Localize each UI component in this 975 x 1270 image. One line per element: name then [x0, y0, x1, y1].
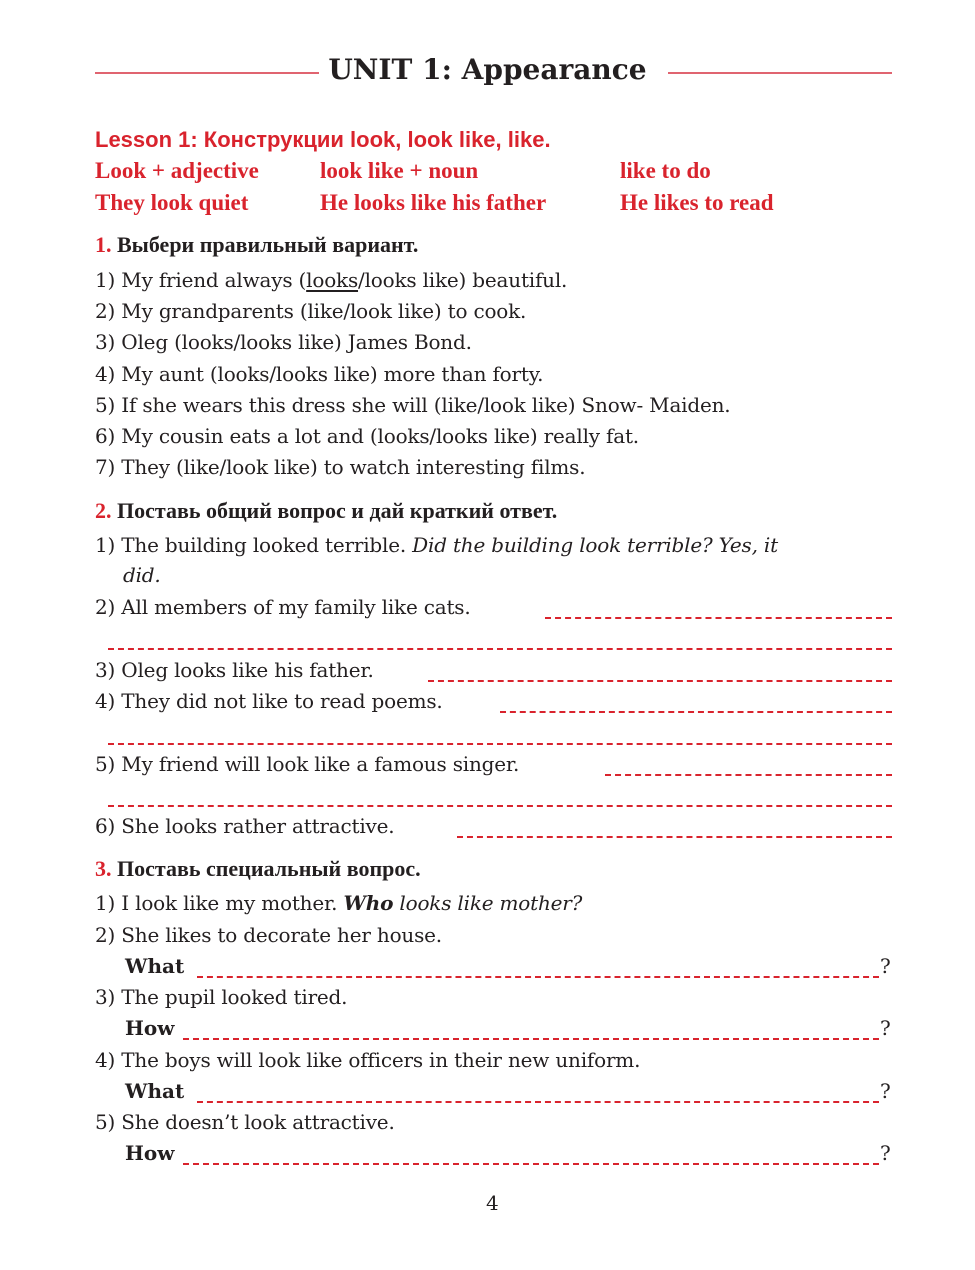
- exercise-3-example: [95, 889, 582, 917]
- answer-input-line[interactable]: [605, 774, 892, 776]
- exercise-3-instruction: Поставь специальный вопрос.: [117, 856, 421, 881]
- exercise-1-item: 7) They (like/look like) to watch interesting films.: [95, 455, 586, 479]
- exercise-1-item: 6) My cousin eats a lot and (looks/looks like) really fat.: [95, 424, 639, 448]
- exercise-1-item: [95, 266, 567, 294]
- example-answer-continued: [123, 561, 161, 589]
- question-mark: ?: [880, 954, 891, 978]
- page-number: 4: [486, 1191, 499, 1215]
- exercise-1-heading: [95, 231, 418, 259]
- item-text: /looks like) beautiful.: [358, 268, 568, 292]
- question-word: What: [125, 1079, 185, 1103]
- lesson-title: Lesson 1: Конструкции look, look like, like.: [95, 127, 551, 152]
- answer-input-line[interactable]: [197, 976, 879, 978]
- answer-input-line[interactable]: [197, 1101, 879, 1103]
- answer-input-line[interactable]: [457, 836, 892, 838]
- pattern-example-3: He likes to read: [620, 190, 774, 215]
- example-sentence: 1) The building looked terrible.: [95, 533, 406, 557]
- exercise-3-item: 4) The boys will look like officers in their new uniform.: [95, 1048, 641, 1072]
- exercise-2-instruction: Поставь общий вопрос и дай краткий ответ.: [117, 498, 558, 523]
- question-mark: ?: [880, 1141, 891, 1165]
- exercise-2-item: 6) She looks rather attractive.: [95, 814, 395, 838]
- pattern-rule-1: Look + adjective: [95, 158, 259, 183]
- question-word: How: [125, 1141, 175, 1165]
- question-word: How: [125, 1016, 175, 1040]
- exercise-3-item: 2) She likes to decorate her house.: [95, 923, 442, 947]
- exercise-1-item: 5) If she wears this dress she will (like/look like) Snow- Maiden.: [95, 393, 731, 417]
- question-mark: ?: [880, 1079, 891, 1103]
- exercise-1-number: 1.: [95, 232, 112, 257]
- pattern-rule-3: like to do: [620, 158, 711, 183]
- example-answer: Did the building look terrible? Yes, it: [412, 533, 778, 557]
- question-word: What: [125, 954, 185, 978]
- exercise-2-heading: [95, 497, 557, 525]
- exercise-2-example: [95, 531, 778, 559]
- exercise-2-item: 5) My friend will look like a famous singer.: [95, 752, 520, 776]
- answer-input-line[interactable]: [108, 743, 892, 745]
- pattern-example-1: They look quiet: [95, 190, 249, 215]
- example-answer-end: did.: [123, 563, 161, 587]
- exercise-1-item: 3) Oleg (looks/looks like) James Bond.: [95, 330, 472, 354]
- unit-title: UNIT 1: Appearance: [328, 53, 647, 86]
- example-answer: looks like mother?: [399, 891, 583, 915]
- pattern-rule-2: look like + noun: [320, 158, 479, 183]
- example-sentence: 1) I look like my mother.: [95, 891, 338, 915]
- selected-answer: looks: [306, 268, 359, 292]
- answer-input-line[interactable]: [545, 617, 892, 619]
- answer-input-line[interactable]: [108, 805, 892, 807]
- exercise-2-item: 4) They did not like to read poems.: [95, 689, 443, 713]
- pattern-example-2: He looks like his father: [320, 190, 547, 215]
- answer-input-line[interactable]: [500, 711, 892, 713]
- answer-input-line[interactable]: [183, 1163, 879, 1165]
- answer-input-line[interactable]: [108, 648, 892, 650]
- exercise-1-instruction: Выбери правильный вариант.: [117, 232, 419, 257]
- answer-input-line[interactable]: [183, 1038, 879, 1040]
- exercise-3-item: 3) The pupil looked tired.: [95, 985, 348, 1009]
- exercise-2-number: 2.: [95, 498, 112, 523]
- example-question-word: Who: [343, 891, 394, 915]
- exercise-3-number: 3.: [95, 856, 112, 881]
- exercise-3-item: 5) She doesn’t look attractive.: [95, 1110, 395, 1134]
- exercise-1-item: 4) My aunt (looks/looks like) more than forty.: [95, 362, 544, 386]
- exercise-3-heading: [95, 855, 421, 883]
- exercise-2-item: 3) Oleg looks like his father.: [95, 658, 374, 682]
- exercise-2-item: 2) All members of my family like cats.: [95, 595, 471, 619]
- exercise-1-item: 2) My grandparents (like/look like) to cook.: [95, 299, 527, 323]
- item-text: 1) My friend always (: [95, 268, 307, 292]
- question-mark: ?: [880, 1016, 891, 1040]
- answer-input-line[interactable]: [428, 680, 892, 682]
